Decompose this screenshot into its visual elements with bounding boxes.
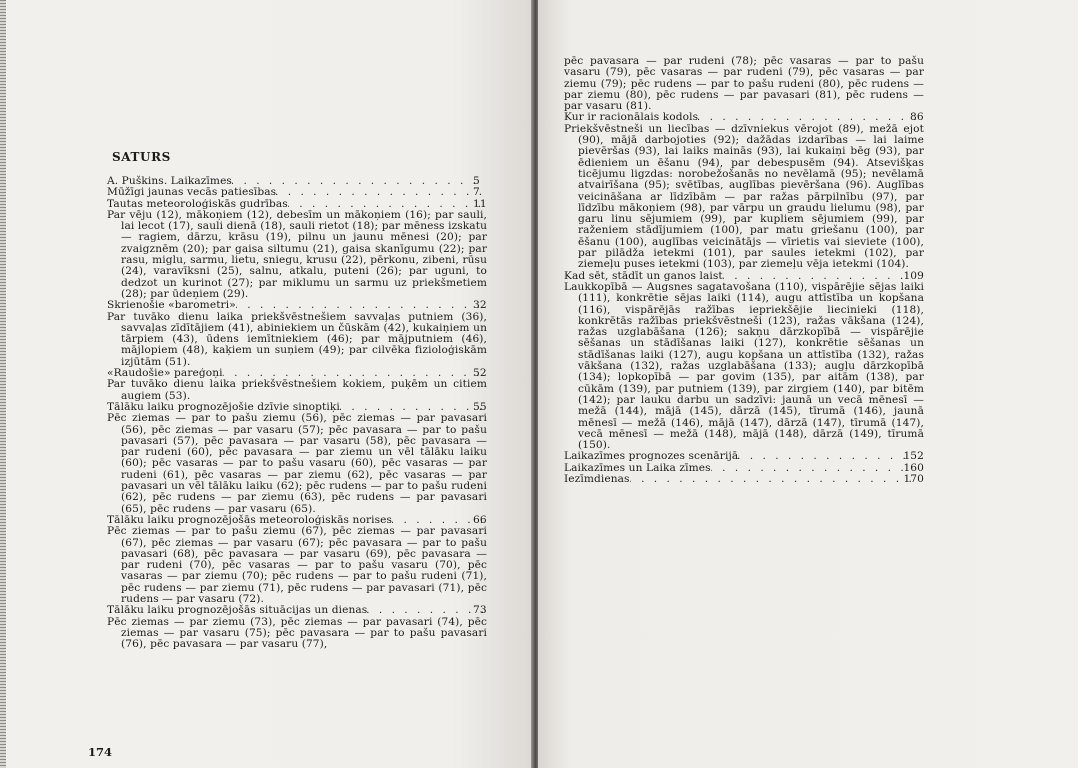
toc-entry bbox=[107, 199, 487, 301]
toc-entry-title: Tālāku laiku prognozējošie dzīvie sinoptiķi bbox=[107, 400, 340, 413]
toc-entry-description: Pēc ziemas — par to pašu ziemu (56), pēc ziemas — par pavasari (56), pēc ziemas — par vasaru (57); pēc pavasara — par to pašu pavasari (57), pēc pavasara — par vasaru (58), pēc pavasara — par rudeni (60), pēc pavasara — par ziemu un vēl tālāku laiku (60); pēc vasaras — par to pašu vasaru (60), pēc vasaras — par rudeni (61), pēc vasaras — par ziemu (62), pēc vasaras — par pavasari un vēl tālāku laiku (62); pēc rudens — par to pašu rudeni (62), pēc rudens — par ziemu (63), pēc rudens — par pavasari (65), pēc rudens — par vasaru (65). bbox=[107, 412, 487, 515]
toc-entry-page: 170 bbox=[903, 472, 924, 485]
toc-entry-description: pēc pavasara — par rudeni (78); pēc vasaras — par to pašu vasaru (79), pēc vasaras — par rudeni (79), pēc vasaras — par ziemu (79); pēc rudens — par to pašu rudeni (80), pēc rudens — par ziemu (80), pēc rudens — par pavasari (81), pēc rudens — par vasaru (81). bbox=[564, 55, 924, 113]
toc-entry bbox=[564, 112, 924, 270]
toc-entry-page: 11 bbox=[473, 197, 487, 210]
toc-entry-page: 66 bbox=[473, 513, 487, 526]
left-page bbox=[0, 0, 533, 768]
toc-entry-page: 52 bbox=[473, 367, 487, 380]
toc-entry-page: 86 bbox=[910, 111, 924, 124]
toc-entry-title: Tālāku laiku prognozējošās situācijas un dienas bbox=[107, 604, 368, 617]
toc-entry-description: Par vēju (12), mākoņiem (12), debesīm un mākoņiem (16); par sauli, lai lecot (17), sauli dienā (18), sauli rietot (18); par mēness izskatu — ragiem, dārzu, krāsu (19), pilnu un jaunu mēnesi (20); par zvaigznēm (20); par gaisa siltumu (21), gaisa skanīgumu (22); par rasu, miglu, sarmu, lietu, sniegu, krusu (22), pērkonu, zibeni, rūsu (24), varavīksni (25), salnu, atkalu, puteni (26); par uguni, to dedzot un kurinot (27); par miklumu un sarmu uz priekšmetiem (28); par ūdeņiem (29). bbox=[107, 208, 487, 300]
toc-entry-title: Skrienošie «barometri» bbox=[107, 299, 236, 312]
toc-entry-page: 5 bbox=[473, 175, 480, 187]
toc-entry bbox=[107, 187, 487, 198]
toc-entry-title: «Raudošie» pareģoņi bbox=[107, 367, 223, 380]
leader-dots bbox=[236, 300, 483, 311]
toc-entry-page: 55 bbox=[473, 400, 487, 413]
toc-entry-title: Laikazīmes prognozes scenārijā bbox=[564, 450, 739, 463]
toc-entry-title-line bbox=[107, 299, 487, 312]
toc-entry-title-line bbox=[564, 461, 924, 474]
toc-entry-title-line bbox=[564, 450, 924, 463]
leader-dots bbox=[367, 605, 483, 616]
toc-entry bbox=[564, 451, 924, 462]
leader-dots bbox=[738, 451, 913, 462]
toc-entry bbox=[564, 474, 924, 485]
toc-entry-title: Iezīmdienas bbox=[564, 472, 630, 485]
toc-entry-description: Priekšvēstneši un liecības — dzīvniekus vērojot (89), mežā ejot (90), mājā darbojoties (92); dažādas izdarības — lai laime pievēršas (93), lai laiks mainās (93), lai kukaiņi bēg (93), par ēdieniem un ēšanu (94), par debespusēm (94). Atsevišķas ticējumu ligzdas: norobežošanās no nevēlamā (95); nevēlamā atvairīšana (95); svētības, auglības pievēršana (96). Auglības veicināšana ar līdzībām — par ražas pārpilnību (97), par līdzību mākoņiem (98), par vārpu un graudu lielumu (98), par garu linu sējumiem (99), par kupliem sējumiem (99), par raženiem stādījumiem (100), par matu griešanu (100), par ēšanu (100), auglības veicinātājs — vīrietis vai sieviete (100), par pilādža ietekmi (101), par saules ietekmi (102), par ziemeļu puses ietekmi (103), par ziemeļu vēja ietekmi (104). bbox=[564, 122, 924, 271]
toc-entry-page: 7 bbox=[473, 186, 480, 199]
toc-entry-title: Mūžīgi jaunas vecās patiesības bbox=[107, 186, 277, 199]
toc-list-left bbox=[107, 176, 487, 650]
toc-entry-page: 109 bbox=[903, 269, 924, 282]
toc-entry bbox=[564, 271, 924, 452]
toc-entry-description: Pēc ziemas — par to pašu ziemu (67), pēc ziemas — par pavasari (67), pēc ziemas — par vasaru (67); pēc pavasara — par to pašu pavasari (68), pēc pavasara — par vasaru (69), pēc pavasara — par rudeni (70), pēc vasaras — par to pašu vasaru (70), pēc vasaras — par ziemu (70); pēc rudens — par to pašu rudeni (71), pēc rudens — par ziemu (71), pēc rudens — par pavasari (71), pēc rudens — par vasaru (72). bbox=[107, 525, 487, 605]
toc-entry bbox=[107, 368, 487, 402]
toc-entry-title: Tautas meteoroloģiskās gudrības bbox=[107, 197, 288, 210]
toc-list-right bbox=[564, 56, 924, 485]
toc-entry-page: 73 bbox=[473, 604, 487, 617]
toc-entry-page: 32 bbox=[473, 299, 487, 312]
toc-entry-title-line bbox=[107, 186, 487, 199]
toc-entry-description: Pēc ziemas — par ziemu (73), pēc ziemas — par pavasari (74), pēc ziemas — par vasaru (75); pēc pavasara — par to pašu pavasari (76), pēc pavasara — par vasaru (77), bbox=[107, 615, 487, 651]
leader-dots bbox=[630, 474, 914, 485]
page-edge-decoration bbox=[0, 0, 6, 768]
toc-entry-description: Par tuvāko dienu laika priekšvēstnešiem kokiem, puķēm un citiem augiem (53). bbox=[107, 378, 487, 402]
leader-dots bbox=[276, 187, 483, 198]
leader-dots bbox=[711, 463, 914, 474]
toc-entry bbox=[107, 300, 487, 368]
toc-entry bbox=[107, 515, 487, 605]
toc-entry bbox=[107, 402, 487, 515]
toc-entry bbox=[564, 56, 924, 112]
toc-heading: SATURS bbox=[112, 150, 171, 164]
toc-entry-title: Laikazīmes un Laika zīmes bbox=[564, 461, 711, 474]
toc-entry-title: A. Puškins. Laikazīmes bbox=[107, 175, 232, 187]
toc-entry-title-line bbox=[107, 604, 487, 617]
toc-entry-title: Kad sēt, stādīt un ganos laist bbox=[564, 269, 723, 282]
page-number: 174 bbox=[88, 745, 113, 759]
toc-entry-description: Laukkopībā — Augsnes sagatavošana (110), vispārējie sējas laiki (111), konkrētie sējas laiki (114), augu attīstība un kopšana (116), vispārējās ražības iepriekšējie liecinieki (118), konkrētās ražības priekšvēstneši (123), ražas vākšana (124), ražas uzglabāšana (126); sakņu dārzkopībā — vispārējie sēšanas un stādīšanas laiki (127), konkrētie sēšanas un stādīšanas laiki (127), augu kopšana un attīstība (132), ražas vākšana (132), ražas uzglabāšana (133); augļu dārzkopībā (134); lopkopībā — par govim (135), par aitām (138), par cūkām (139), par putniem (139), par zirgiem (140), par bitēm (142); par lauku darbu un sadzīvi: jaunā un vecā mēnesī — mežā (144), mājā (145), dārzā (145), tīrumā (146), jaunā mēnesī — mežā (146), mājā (147), dārzā (147), tīrumā (147), vecā mēnesī — mežā (148), mājā (148), dārzā (149), tīrumā (150). bbox=[564, 280, 924, 452]
toc-entry-title: Tālāku laiku prognozējošās meteoroloģiskās norises bbox=[107, 513, 393, 526]
right-page bbox=[538, 0, 1078, 768]
toc-entry-title-line bbox=[564, 472, 924, 485]
toc-entry-description: Par tuvāko dienu laika priekšvēstnešiem savvaļas putniem (36), savvaļas zīdītājiem (41), abiniekiem un čūskām (42), kukaiņiem un tārpiem (43), ūdens iemītniekiem (46); par mājputniem (46), mājlopiem (48), kaķiem un suņiem (49); par cilvēka fizioloģiskām izjūtām (51). bbox=[107, 310, 487, 368]
toc-entry-title: Kur ir racionālais kodols bbox=[564, 111, 699, 124]
toc-entry-page: 160 bbox=[903, 461, 924, 474]
toc-entry bbox=[107, 605, 487, 650]
toc-entry-page: 152 bbox=[903, 450, 924, 463]
